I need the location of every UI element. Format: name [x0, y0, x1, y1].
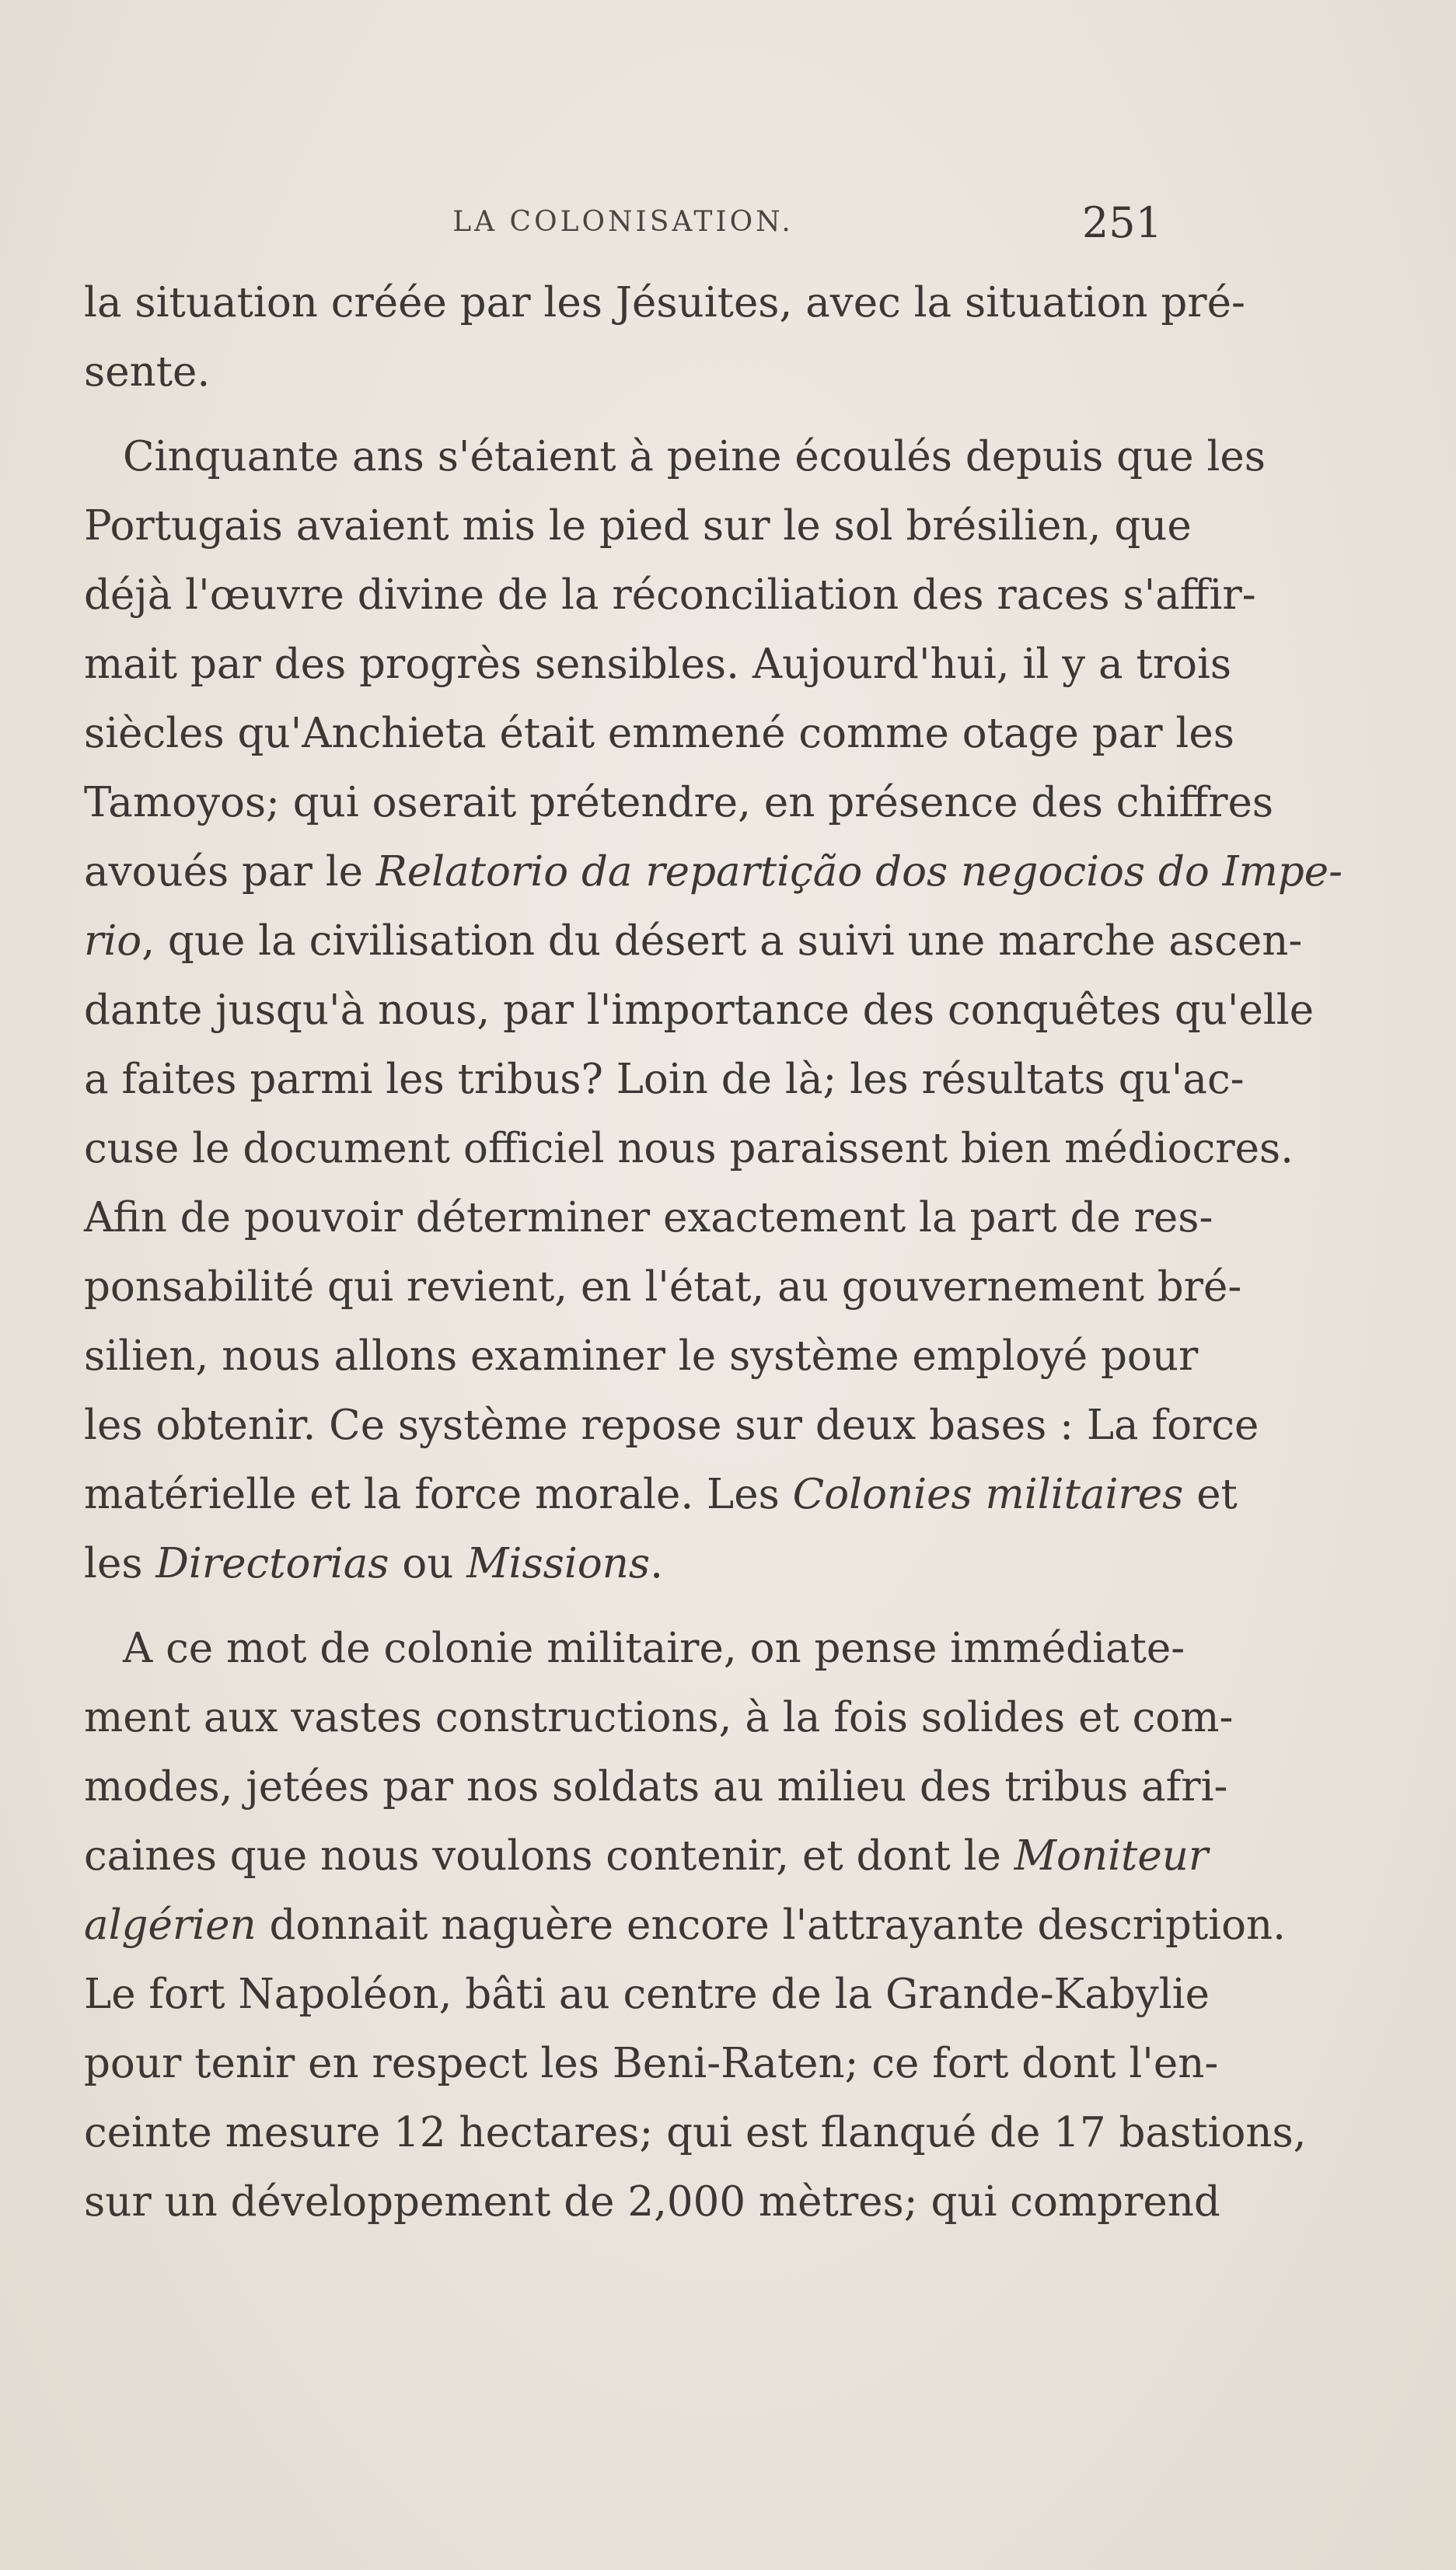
text-line: [84, 268, 1245, 337]
text-line: [84, 422, 1266, 491]
text-run: siècles qu'Anchieta était emmené comme otage par les: [84, 710, 1234, 757]
text-line: [84, 1114, 1294, 1183]
text-line: [84, 699, 1234, 768]
italic-text: rio: [84, 917, 142, 965]
text-line: [84, 1252, 1242, 1322]
text-run: la situation créée par les Jésuites, avec la situation pré-: [84, 279, 1245, 326]
text-run: .: [650, 1540, 663, 1587]
text-line: [84, 630, 1232, 699]
italic-text: Moniteur: [1014, 1832, 1209, 1880]
text-line: [84, 1821, 1209, 1891]
paragraph-gap: [84, 1598, 1162, 1614]
paragraph: [84, 422, 1343, 1598]
italic-text: Relatorio da repartição dos negocios do Impe-: [375, 848, 1343, 896]
text-line: [84, 1752, 1228, 1821]
page-number: 251: [1081, 198, 1162, 247]
italic-text: Missions: [466, 1540, 651, 1587]
text-run: donnait naguère encore l'attrayante description.: [256, 1901, 1286, 1949]
text-run: Afin de pouvoir déterminer exactement la part de res-: [84, 1194, 1213, 1241]
text-run: les: [84, 1540, 156, 1587]
text-run: silien, nous allons examiner le système employé pour: [84, 1332, 1199, 1380]
text-run: mait par des progrès sensibles. Aujourd'hui, il y a trois: [84, 641, 1232, 688]
text-run: modes, jetées par nos soldats au milieu des tribus afri-: [84, 1763, 1228, 1811]
text-run: ceinte mesure 12 hectares; qui est flanqué de 17 bastions,: [84, 2109, 1307, 2156]
text-line: [84, 1614, 1185, 1683]
text-run: pour tenir en respect les Beni-Raten; ce fort dont l'en-: [84, 2040, 1219, 2087]
text-line: [84, 1683, 1234, 1752]
text-run: sente.: [84, 348, 211, 396]
text-line: [84, 1960, 1210, 2029]
paragraph-gap: [84, 407, 1162, 422]
text-line: [84, 560, 1256, 630]
text-run: ou: [389, 1540, 467, 1587]
text-run: déjà l'œuvre divine de la réconciliation des races s'affir-: [84, 571, 1256, 619]
text-line: [84, 1460, 1238, 1529]
text-line: [84, 2167, 1220, 2237]
text-run: Tamoyos; qui oserait prétendre, en présence des chiffres: [84, 779, 1274, 826]
text-run: et: [1183, 1471, 1238, 1518]
text-run: cuse le document officiel nous paraissent bien médiocres.: [84, 1125, 1294, 1172]
text-line: [84, 2098, 1307, 2167]
text-line: [84, 906, 1303, 976]
text-run: A ce mot de colonie militaire, on pense immédiate-: [123, 1625, 1185, 1672]
text-line: [84, 1529, 1162, 1598]
paragraph: [84, 1614, 1307, 2237]
running-head: [84, 198, 1162, 253]
text-run: Portugais avaient mis le pied sur le sol brésilien, que: [84, 502, 1192, 550]
text-line: [84, 1891, 1286, 1960]
text-run: ment aux vastes constructions, à la fois solides et com-: [84, 1694, 1234, 1741]
text-line: [84, 337, 1162, 407]
text-run: caines que nous voulons contenir, et dont le: [84, 1832, 1014, 1880]
text-run: Le fort Napoléon, bâti au centre de la Grande-Kabylie: [84, 1971, 1210, 2018]
text-line: [84, 1045, 1245, 1114]
text-run: matérielle et la force morale. Les: [84, 1471, 793, 1518]
text-line: [84, 1322, 1199, 1391]
text-line: [84, 976, 1315, 1045]
text-run: sur un développement de 2,000 mètres; qui comprend: [84, 2178, 1220, 2226]
text-run: ponsabilité qui revient, en l'état, au gouvernement bré-: [84, 1263, 1242, 1311]
text-run: les obtenir. Ce système repose sur deux bases : La force: [84, 1402, 1259, 1449]
running-title: LA COLONISATION.: [452, 206, 794, 238]
text-run: avoués par le: [84, 848, 376, 896]
text-line: [84, 837, 1343, 906]
text-line: [84, 2029, 1219, 2098]
text-run: , que la civilisation du désert a suivi une marche ascen-: [141, 917, 1303, 965]
text-line: [84, 1391, 1259, 1460]
text-run: a faites parmi les tribus? Loin de là; les résultats qu'ac-: [84, 1056, 1245, 1103]
italic-text: Directorias: [155, 1540, 389, 1587]
text-run: dante jusqu'à nous, par l'importance des conquêtes qu'elle: [84, 986, 1315, 1034]
paragraph: [84, 268, 1245, 407]
italic-text: algérien: [84, 1901, 257, 1949]
italic-text: Colonies militaires: [792, 1471, 1184, 1518]
text-line: [84, 768, 1274, 837]
text-line: [84, 1183, 1213, 1252]
text-run: Cinquante ans s'étaient à peine écoulés depuis que les: [123, 433, 1266, 480]
body-text: [84, 268, 1343, 2237]
text-line: [84, 491, 1192, 560]
